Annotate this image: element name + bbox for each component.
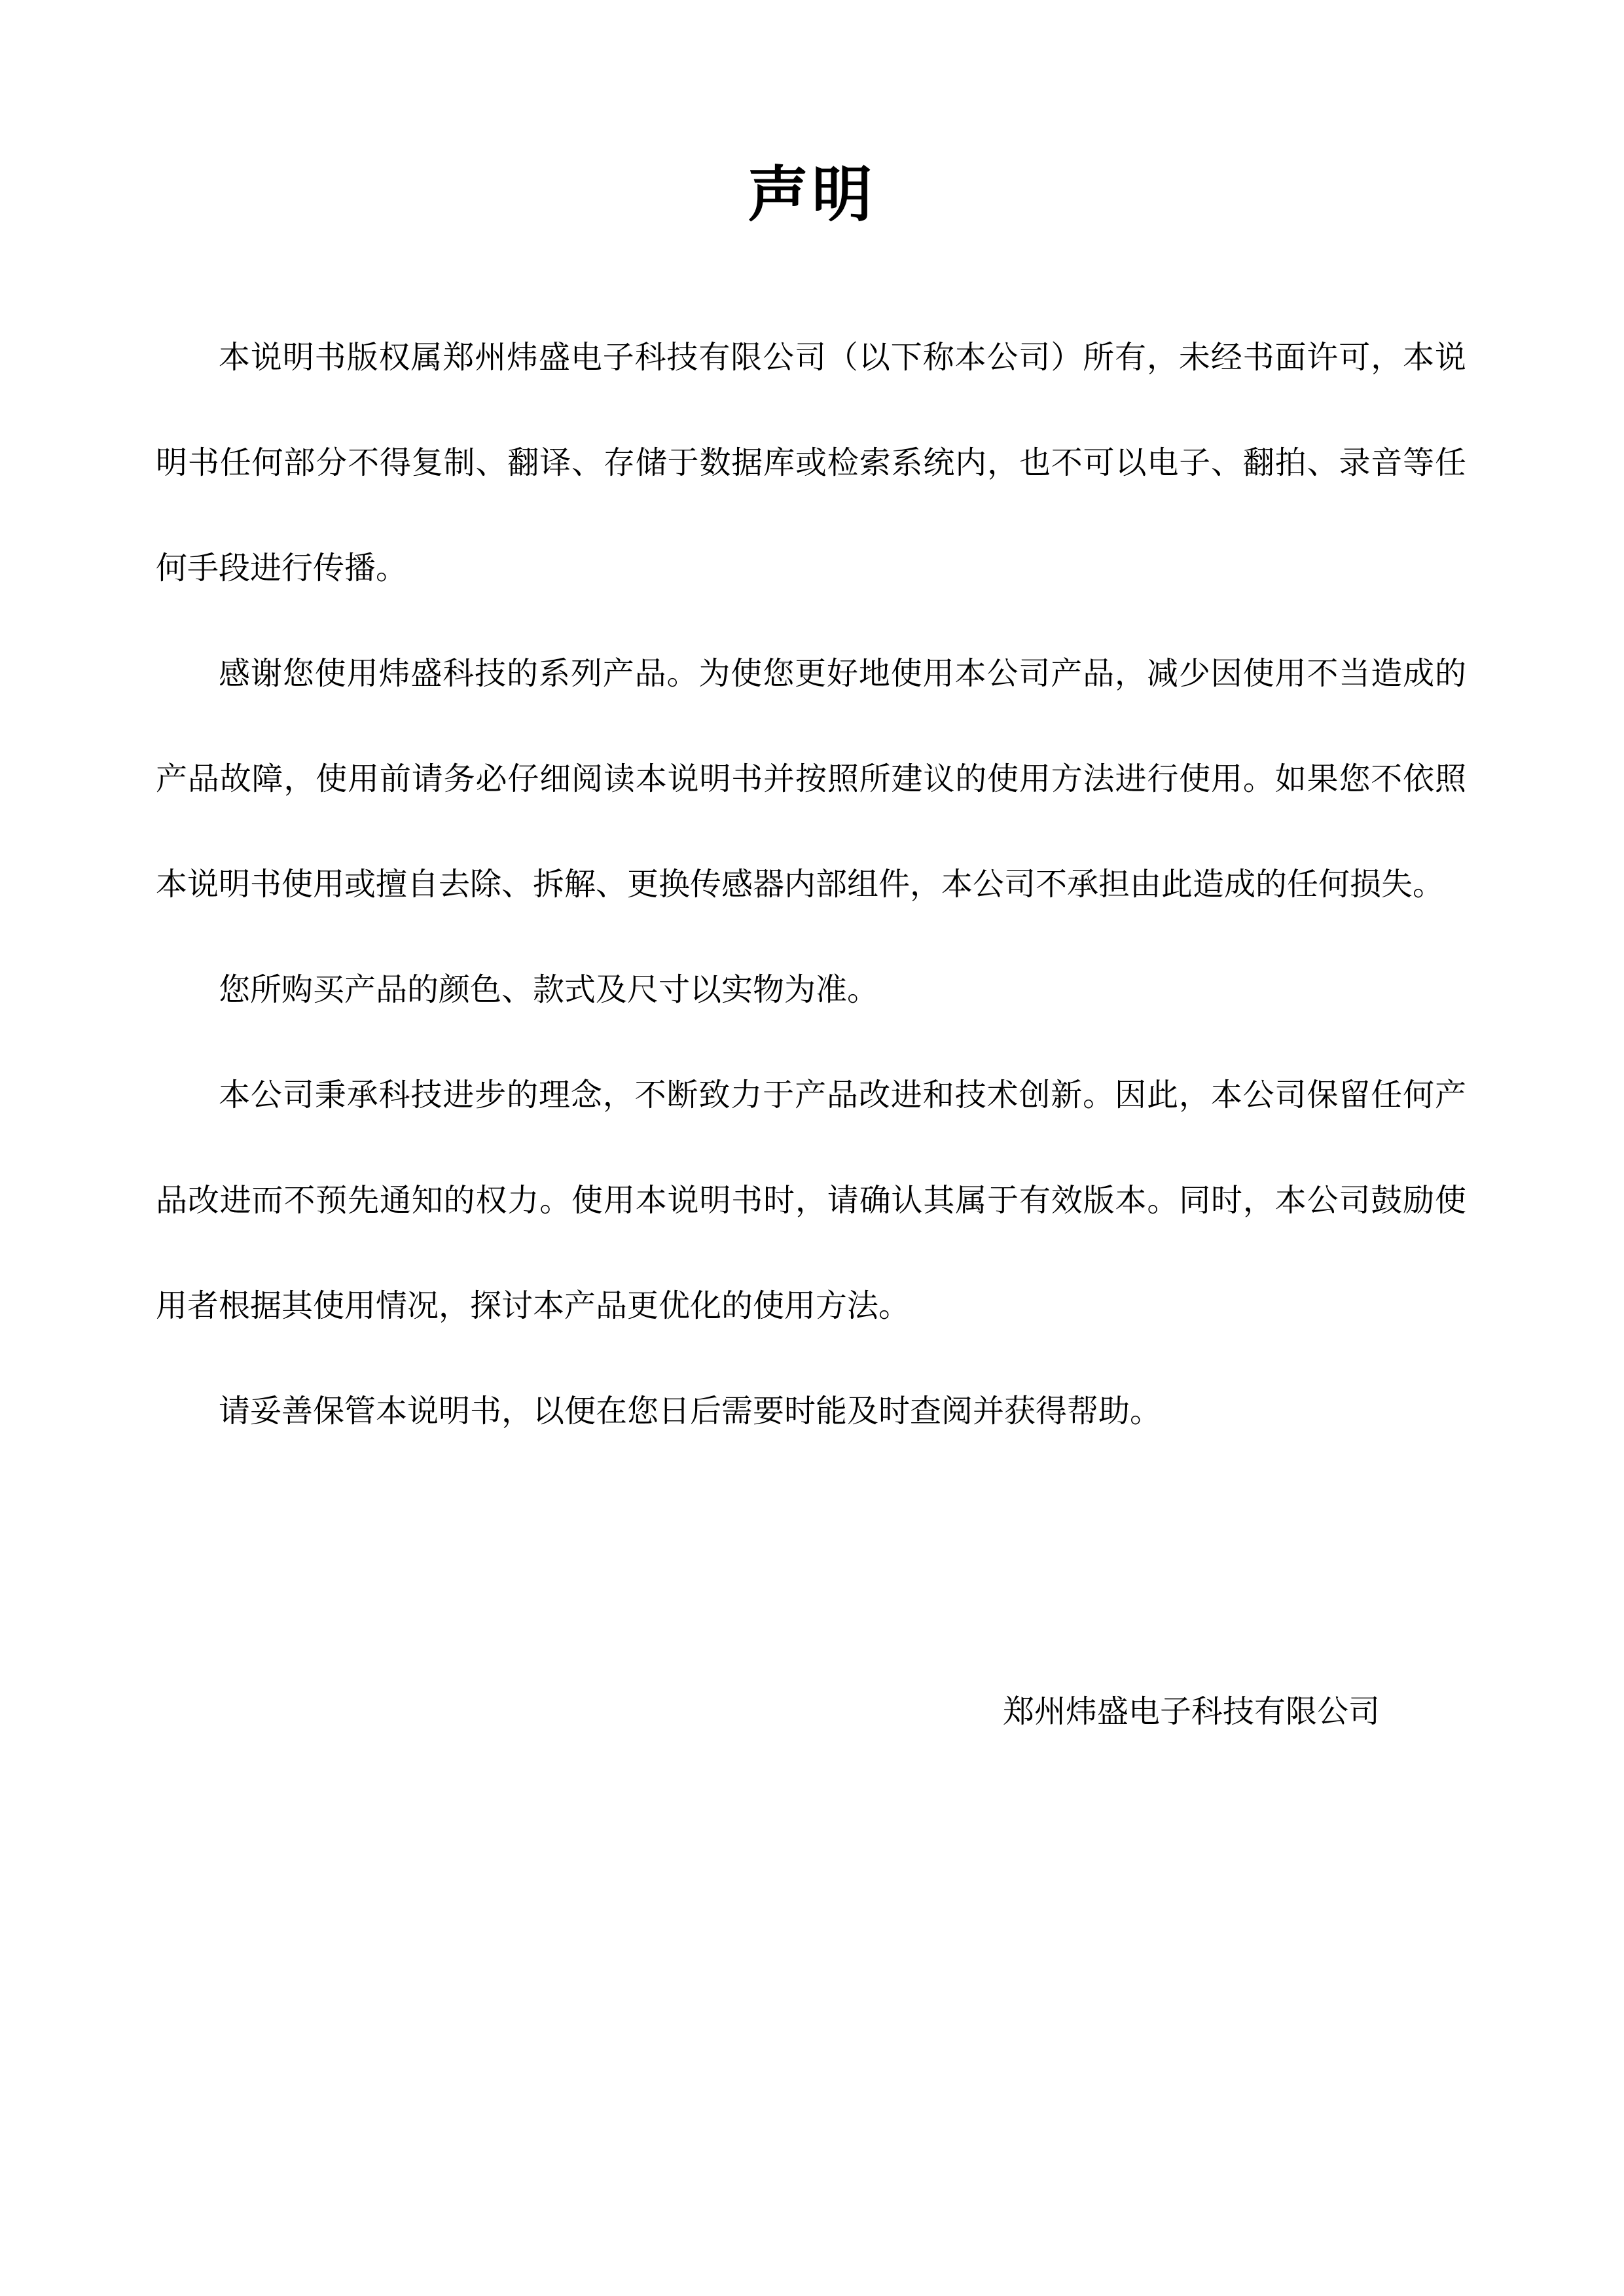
paragraph-improvement-rights: 本公司秉承科技进步的理念，不断致力于产品改进和技术创新。因此，本公司保留任何产品改进而不预先通知的权力。使用本说明书时，请确认其属于有效版本。同时，本公司鼓励使用者根据其使用情况，探讨本产品更优化的使用方法。 <box>156 1077 1466 1324</box>
paragraph-copyright: 本说明书版权属郑州炜盛电子科技有限公司（以下称本公司）所有，未经书面许可，本说明书任何部分不得复制、翻译、存储于数据库或检索系统内，也不可以电子、翻拍、录音等任何手段进行传播。 <box>156 339 1466 586</box>
paragraph-keep-manual: 请妥善保管本说明书，以便在您日后需要时能及时查阅并获得帮助。 <box>219 1393 1162 1429</box>
company-signature: 郑州炜盛电子科技有限公司 <box>1002 1693 1380 1730</box>
paragraph-product-appearance: 您所购买产品的颜色、款式及尺寸以实物为准。 <box>219 971 879 1008</box>
page-title: 声明 <box>748 159 876 230</box>
paragraph-usage-notice: 感谢您使用炜盛科技的系列产品。为使您更好地使用本公司产品，减少因使用不当造成的产品故障，使用前请务必仔细阅读本说明书并按照所建议的使用方法进行使用。如果您不依照本说明书使用或擅自去除、拆解、更换传感器内部组件，本公司不承担由此造成的任何损失。 <box>156 655 1466 903</box>
statement-body <box>156 305 1466 1464</box>
